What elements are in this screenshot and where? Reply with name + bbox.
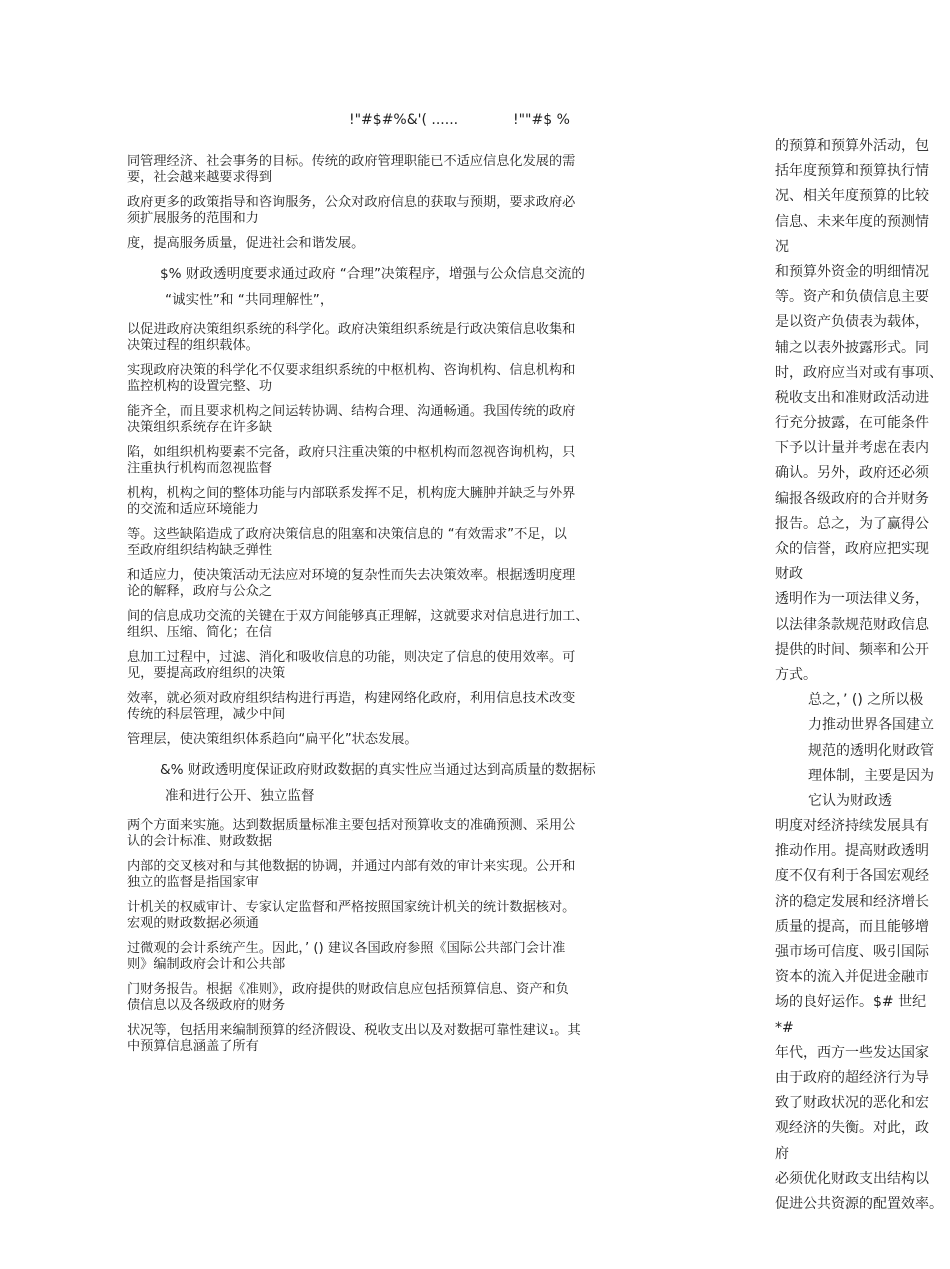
text-line: 息加工过程中，过滤、消化和吸收信息的功能，则决定了信息的使用效率。可 xyxy=(127,650,576,665)
side-text-line: 必须优化财政支出结构以 xyxy=(775,1170,929,1187)
body-paragraph xyxy=(127,404,645,436)
text-line: 度，提高服务质量，促进社会和谐发展。 xyxy=(127,236,365,251)
text-line: 管理层，使决策组织体系趋向“扁平化”状态发展。 xyxy=(127,732,418,747)
side-text-line: 提供的时间、频率和公开 xyxy=(775,641,929,658)
side-text-line: 括年度预算和预算执行情 xyxy=(775,163,929,180)
body-paragraph xyxy=(127,732,645,748)
body-paragraph xyxy=(127,1023,645,1055)
text-line: “诚实性”和 “共同理解性”， xyxy=(165,292,334,308)
text-line: 认的会计标准、财政数据 xyxy=(127,834,273,849)
body-paragraph xyxy=(127,154,645,186)
side-text-line: 方式。 xyxy=(775,666,817,683)
text-line: 组织、压缩、简化；在信 xyxy=(127,625,273,640)
body-paragraph xyxy=(127,568,645,600)
side-text-line: 致了财政状况的恶化和宏 xyxy=(775,1095,929,1112)
text-line: &% 财政透明度保证政府财政数据的真实性应当通过达到高质量的数据标 xyxy=(160,762,596,778)
text-line: 等。这些缺陷造成了政府决策信息的阻塞和决策信息的 “有效需求”不足，以 xyxy=(127,527,567,542)
text-line: 注重执行机构而忽视监督 xyxy=(127,461,273,476)
side-text-line: 由于政府的超经济行为导 xyxy=(775,1069,929,1086)
side-text-line: 度不仅有利于各国宏观经 xyxy=(775,868,929,885)
body-paragraph xyxy=(127,322,645,354)
text-line: 决策过程的组织载体。 xyxy=(127,338,259,353)
text-line: 两个方面来实施。达到数据质量标准主要包括对预算收支的准确预测、采用公 xyxy=(127,818,576,833)
body-paragraph xyxy=(127,445,645,477)
header-right-text: !""#$ % xyxy=(513,112,570,128)
side-text-line: 的预算和预算外活动，包 xyxy=(775,138,929,154)
body-paragraph xyxy=(127,527,645,559)
text-line: 计机关的权威审计、专家认定监督和严格按照国家统计机关的统计数据核对。 xyxy=(127,900,576,915)
side-text-line: 况、相关年度预算的比较 xyxy=(775,188,929,205)
body-paragraph xyxy=(127,818,645,850)
side-text-line: 等。资产和负债信息主要 xyxy=(775,289,929,306)
text-line: 中预算信息涵盖了所有 xyxy=(127,1039,259,1054)
side-text-line: 行充分披露，在可能条件 xyxy=(775,415,929,432)
side-text-line: 下予以计量并考虑在表内 xyxy=(775,440,929,457)
text-line: 决策组织系统存在许多缺 xyxy=(127,420,273,435)
text-line: 门财务报告。根据《准则》，政府提供的财政信息应包括预算信息、资产和负 xyxy=(127,982,569,997)
side-text-line: 理体制，主要是因为 xyxy=(808,767,934,784)
side-text-line: 透明作为一项法律义务， xyxy=(775,591,929,608)
body-paragraph xyxy=(127,941,645,973)
text-line: 论的解释，政府与公众之 xyxy=(127,584,273,599)
side-text-line: 规范的透明化财政管 xyxy=(808,742,934,759)
side-text-line: 时，政府应当对或有事项、 xyxy=(775,364,943,381)
body-paragraph xyxy=(127,236,645,252)
side-text-line: 质量的提高，而且能够增 xyxy=(775,918,929,935)
side-text-line: 况 xyxy=(775,238,789,255)
text-line: 效率，就必须对政府组织结构进行再造，构建网络化政府，利用信息技术改变 xyxy=(127,691,576,706)
side-text-line: 力推动世界各国建立 xyxy=(808,717,934,734)
body-paragraph xyxy=(127,609,645,641)
text-line: 状况等，包括用来编制预算的经济假设、税收支出以及对数据可靠性建议₁。其 xyxy=(127,1023,581,1038)
side-text-line: 税收支出和准财政活动进 xyxy=(775,389,929,406)
text-line: 见，要提高政府组织的决策 xyxy=(127,666,286,681)
text-line: 要，社会越来越要求得到 xyxy=(127,170,273,185)
side-text-line: 众的信誉，政府应把实现 xyxy=(775,541,929,557)
text-line: 内部的交叉核对和与其他数据的协调，并通过内部有效的审计来实现。公开和 xyxy=(127,859,576,874)
side-text-line: 强市场可信度、吸引国际 xyxy=(775,944,929,960)
side-text-line: 和预算外资金的明细情况 xyxy=(775,263,929,280)
text-line: 独立的监督是指国家审 xyxy=(127,875,259,890)
side-text-line: 是以资产负债表为载体， xyxy=(775,314,929,331)
side-text-line: 编报各级政府的合并财务 xyxy=(775,490,929,507)
text-line: $% 财政透明度要求通过政府 “合理”决策程序，增强与公众信息交流的 xyxy=(160,266,585,282)
side-text-line: 观经济的失衡。对此，政 xyxy=(775,1120,929,1137)
text-line: 过微观的会计系统产生。因此，’ () 建议各国政府参照《国际公共部门会计准 xyxy=(127,941,566,956)
text-line: 陷，如组织机构要素不完备，政府只注重决策的中枢机构而忽视咨询机构，只 xyxy=(127,445,576,460)
side-text-line: 促进公共资源的配置效率。 xyxy=(775,1195,943,1212)
side-text-line: 报告。总之，为了赢得公 xyxy=(775,515,929,532)
body-paragraph xyxy=(127,859,645,891)
text-line: 监控机构的设置完整、功 xyxy=(127,379,273,394)
text-line: 至政府组织结构缺乏弹性 xyxy=(127,543,273,558)
text-line: 则》编制政府会计和公共部 xyxy=(127,957,286,972)
side-text-line: 年代，西方一些发达国家 xyxy=(775,1044,929,1061)
side-text-line: 资本的流入并促进金融市 xyxy=(775,969,929,986)
section-heading xyxy=(127,757,645,809)
side-text-line: *# xyxy=(775,1019,794,1036)
text-line: 准和进行公开、独立监督 xyxy=(165,788,315,804)
text-line: 须扩展服务的范围和力 xyxy=(127,211,259,226)
text-line: 能齐全，而且要求机构之间运转协调、结构合理、沟通畅通。我国传统的政府 xyxy=(127,404,576,419)
side-text-line: 推动作用。提高财政透明 xyxy=(775,843,929,860)
page-header xyxy=(0,110,950,136)
side-text-line: 辅之以表外披露形式。同 xyxy=(775,339,929,356)
section-heading xyxy=(127,261,645,313)
text-line: 债信息以及各级政府的财务 xyxy=(127,998,286,1013)
body-paragraph xyxy=(127,691,645,723)
body-paragraph xyxy=(127,650,645,682)
text-line: 宏观的财政数据必须通 xyxy=(127,916,259,931)
side-text-line: 以法律条款规范财政信息 xyxy=(775,616,929,633)
text-line: 传统的科层管理，减少中间 xyxy=(127,707,286,722)
text-line: 的交流和适应环境能力 xyxy=(127,502,259,517)
text-line: 以促进政府决策组织系统的科学化。政府决策组织系统是行政决策信息收集和 xyxy=(127,322,576,337)
side-text-line: 济的稳定发展和经济增长 xyxy=(775,893,929,910)
text-line: 同管理经济、社会事务的目标。传统的政府管理职能已不适应信息化发展的需 xyxy=(127,154,576,169)
side-text-line: 确认。另外，政府还必须 xyxy=(775,465,929,482)
side-text-line: 场的良好运作。$# 世纪 xyxy=(775,994,927,1011)
text-line: 机构，机构之间的整体功能与内部联系发挥不足，机构庞大臃肿并缺乏与外界 xyxy=(127,486,576,501)
side-text-column xyxy=(775,134,950,1217)
text-line: 实现政府决策的科学化不仅要求组织系统的中枢机构、咨询机构、信息机构和 xyxy=(127,363,576,378)
side-text-line: 信息、未来年度的预测情 xyxy=(775,213,929,230)
side-text-line: 总之，’ () 之所以极 xyxy=(808,692,924,709)
text-line: 政府更多的政策指导和咨询服务，公众对政府信息的获取与预期，要求政府必 xyxy=(127,195,576,210)
body-paragraph xyxy=(127,486,645,518)
header-left-text: !"#$#%&'( ...... xyxy=(349,112,459,128)
side-text-line: 财政 xyxy=(775,566,803,583)
text-line: 和适应力，使决策活动无法应对环境的复杂性而失去决策效率。根据透明度理 xyxy=(127,568,576,583)
side-text-line: 府 xyxy=(775,1145,789,1162)
body-paragraph xyxy=(127,195,645,227)
side-text-line: 明度对经济持续发展具有 xyxy=(775,818,929,835)
text-line: 间的信息成功交流的关键在于双方间能够真正理解，这就要求对信息进行加工、 xyxy=(127,609,589,624)
side-text-line: 它认为财政透 xyxy=(808,792,892,809)
main-text-column xyxy=(127,154,645,1064)
body-paragraph xyxy=(127,982,645,1014)
body-paragraph xyxy=(127,900,645,932)
body-paragraph xyxy=(127,363,645,395)
